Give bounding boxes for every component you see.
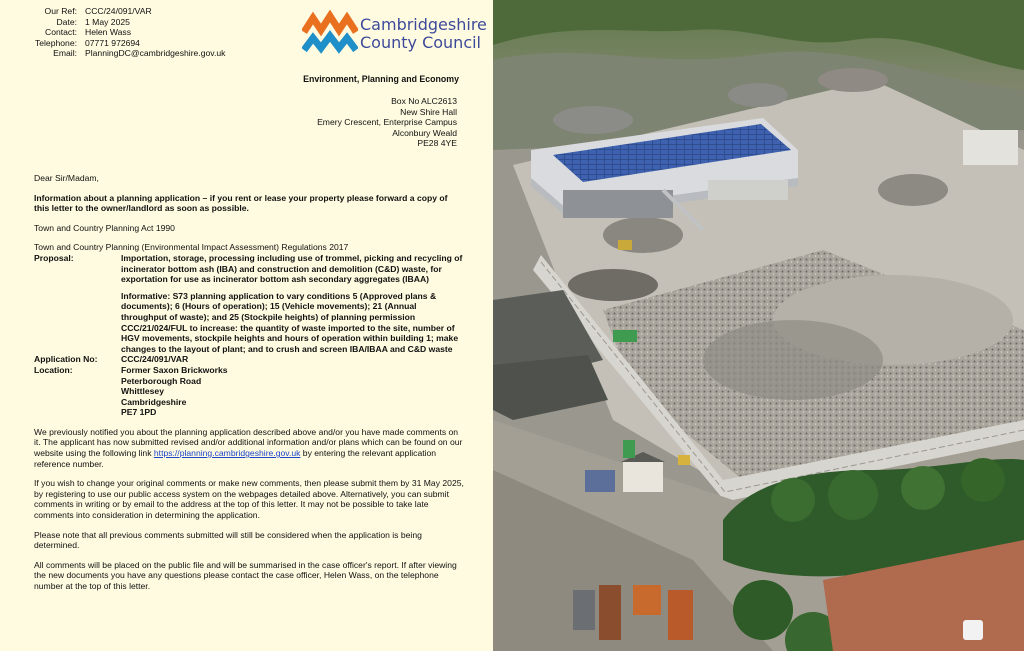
informative-text: Informative: S73 planning application to vary conditions 5 (Approved plans & documents); 6 (Hours of operation); 15 (Vehicle movements); 21 (Annual throughput of waste); and 25 (Stockpile heights) of planning permission CCC/21/024/FUL to increase: the quantity of waste imported to the site, number of HGV movements, stockpile heights and hours of operation within building 1; make changes to the layout of plant; and to crush and screen IBA/IBAA and C&D waste [121, 290, 459, 354]
location-line: Cambridgeshire [121, 396, 187, 407]
contact-value: Helen Wass [85, 27, 132, 38]
previous-comments-paragraph: Please note that all previous comments submitted will still be considered when the application is being determined. [34, 529, 422, 551]
location-address [121, 365, 464, 418]
date-value: 1 May 2025 [85, 16, 130, 27]
aerial-photo-illustration [493, 0, 1024, 651]
comments-paragraph: If you wish to change your original comments or make new comments, then please submit them by 31 May 2025, by registering to use our public access system on the webpages detailed above. Alternatively, you can submit comments in writing or by email to the address at the top of this letter. It may not be possible to take late comments into consideration in determining the application. [34, 478, 464, 521]
letter-body [34, 173, 464, 601]
department-heading: Environment, Planning and Economy [303, 74, 459, 84]
location-row [34, 365, 464, 418]
salutation: Dear Sir/Madam, [34, 173, 99, 183]
ref-label: Telephone: [34, 37, 77, 48]
aerial-site-photo [493, 0, 1024, 651]
proposal-row [34, 253, 464, 285]
application-row [34, 354, 464, 365]
planning-portal-link[interactable]: https://planning.cambridgeshire.gov.uk [153, 448, 301, 459]
date-row [6, 17, 225, 28]
location-line: PE7 1PD [121, 407, 157, 418]
location-line: Peterborough Road [121, 375, 202, 386]
ref-label: Email: [53, 48, 77, 59]
location-line: Former Saxon Brickworks [121, 364, 228, 375]
paragraph-text: We previously notified you about the planning application described above and/or you have made comments on it. The applicant has now submitted revised and/or additional information and/or plans which can be found on our website using the following link [34, 426, 463, 459]
logo-line-1: Cambridgeshire [360, 15, 487, 34]
telephone-value: 07771 972694 [85, 37, 140, 48]
ref-label: Contact: [44, 27, 77, 38]
contact-row [6, 27, 225, 38]
proposal-label: Proposal: [34, 252, 74, 263]
proposal-text: Importation, storage, processing including use of trommel, picking and recycling of incinerator bottom ash (IBA) and construction and demolition (C&D) waste, for exportation for use as incinerator bottom ash secondary aggregates (IBAA) [121, 252, 463, 285]
location-line: Whittlesey [121, 386, 164, 397]
ref-row [6, 6, 225, 17]
ref-value: CCC/24/091/VAR [85, 6, 152, 16]
regulations-title: Town and Country Planning (Environmental Impact Assessment) Regulations 2017 [34, 242, 349, 253]
council-logo-icon [302, 10, 358, 58]
address-line: PE28 4YE [417, 138, 457, 149]
address-line: Alconbury Weald [392, 127, 457, 138]
email-row [6, 48, 225, 59]
ref-label: Our Ref: [44, 6, 77, 16]
council-logo [302, 10, 487, 58]
application-number: CCC/24/091/VAR [121, 354, 189, 365]
application-label: Application No: [34, 354, 98, 365]
reference-block [6, 6, 225, 59]
act-title: Town and Country Planning Act 1990 [34, 222, 175, 233]
address-line: Emery Crescent, Enterprise Campus [317, 117, 457, 128]
email-value: PlanningDC@cambridgeshire.gov.uk [85, 48, 226, 59]
headline: Information about a planning application – if you rent or lease your property please forward a copy of this letter to the owner/landlord as soon as possible. [34, 192, 448, 214]
informative-row [34, 291, 464, 355]
address-line: New Shire Hall [400, 106, 457, 117]
notification-paragraph [34, 427, 464, 469]
ref-label: Date: [56, 16, 77, 27]
telephone-row [6, 38, 225, 49]
planning-letter [0, 0, 493, 651]
location-label: Location: [34, 364, 73, 375]
public-file-paragraph: All comments will be placed on the public file and will be summarised in the case officer's report. If after viewing the new documents you have any questions please contact the case officer, Helen Wass, on the telephone number at the top of this letter. [34, 559, 457, 591]
paragraph-text: by entering the relevant application reference number. [34, 448, 437, 469]
council-address [317, 96, 457, 149]
logo-line-2: County Council [360, 33, 481, 52]
address-line: Box No ALC2613 [391, 96, 457, 106]
